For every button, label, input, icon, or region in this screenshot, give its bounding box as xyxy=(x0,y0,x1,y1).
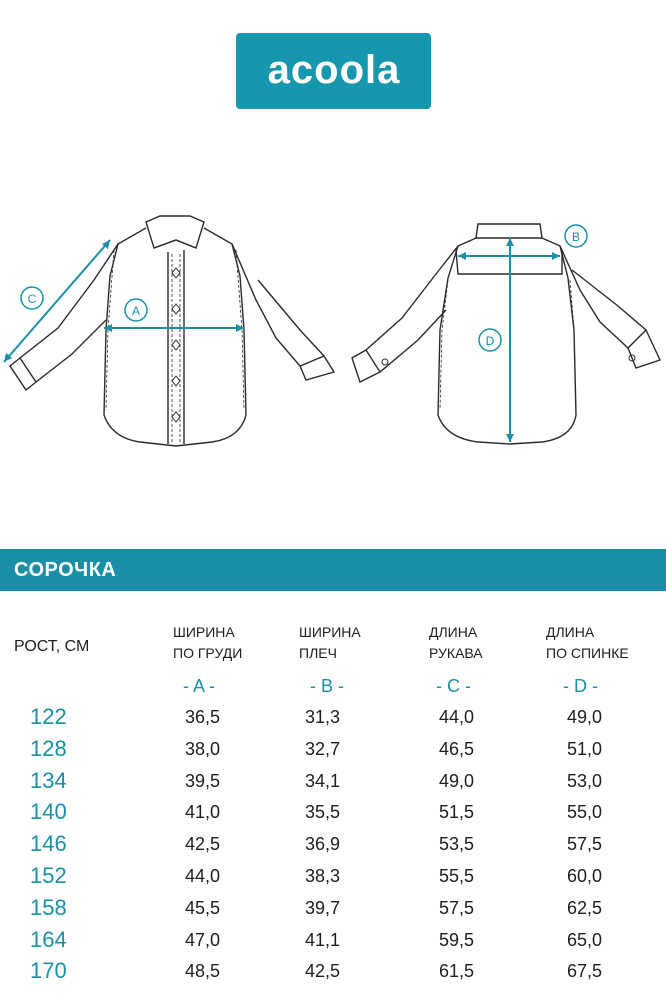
height-cell: 152 xyxy=(30,862,67,888)
column-letter-b: - B - xyxy=(310,676,344,696)
column-header-line2: ПО СПИНКЕ xyxy=(546,645,629,661)
shoulder-cell: 35,5 xyxy=(305,802,341,823)
column-header-line1: ШИРИНА xyxy=(173,624,235,640)
section-title: СОРОЧКА xyxy=(14,559,117,581)
chest-cell: 38,0 xyxy=(185,738,221,759)
back-length-cell: 49,0 xyxy=(567,707,603,727)
table-row xyxy=(0,737,666,769)
svg-text:acoola: acoola xyxy=(267,48,400,92)
table-row xyxy=(0,896,666,928)
back-length-cell: 60,0 xyxy=(567,865,603,886)
size-table-body xyxy=(0,705,666,991)
measurement-c-sleeve xyxy=(4,240,110,362)
shoulder-cell: 32,7 xyxy=(305,738,341,759)
column-header-chest-width xyxy=(173,622,242,664)
table-row xyxy=(0,800,666,832)
label-a: A xyxy=(131,304,141,318)
measurement-a-chest xyxy=(104,299,244,332)
height-cell: 146 xyxy=(30,831,67,857)
chest-cell: 39,5 xyxy=(185,770,221,791)
table-row xyxy=(0,832,666,864)
table-row xyxy=(0,705,666,737)
shoulder-cell: 39,7 xyxy=(305,897,341,918)
shirt-front-illustration xyxy=(10,216,334,446)
height-cell: 122 xyxy=(30,704,67,729)
height-cell: 158 xyxy=(30,894,67,920)
back-length-cell: 51,0 xyxy=(567,738,603,759)
shoulder-cell: 41,1 xyxy=(305,929,341,950)
table-row xyxy=(0,928,666,960)
column-header-line1: ДЛИНА xyxy=(546,624,595,640)
measurement-d-back-length xyxy=(479,238,514,442)
chest-cell: 42,5 xyxy=(185,834,221,855)
brand-logo xyxy=(236,33,431,109)
chest-cell: 41,0 xyxy=(185,802,221,823)
table-row xyxy=(0,959,666,991)
back-length-cell: 67,5 xyxy=(567,961,603,982)
sleeve-cell: 53,5 xyxy=(439,834,475,855)
height-cell: 170 xyxy=(30,958,67,984)
sleeve-cell: 59,5 xyxy=(439,929,475,950)
section-header-bar xyxy=(0,549,666,591)
sleeve-cell: 61,5 xyxy=(439,961,475,982)
height-cell: 140 xyxy=(30,799,67,825)
chest-cell: 36,5 xyxy=(185,707,221,727)
chest-cell: 47,0 xyxy=(185,929,221,950)
shoulder-cell: 34,1 xyxy=(305,770,341,791)
column-header-line1: ШИРИНА xyxy=(299,624,361,640)
column-letter-c: - C - xyxy=(436,676,471,696)
table-row xyxy=(0,864,666,896)
height-cell: 128 xyxy=(30,735,67,761)
shoulder-cell: 38,3 xyxy=(305,865,341,886)
column-letter-d: - D - xyxy=(563,676,598,696)
label-c: C xyxy=(27,292,37,306)
shoulder-cell: 42,5 xyxy=(305,961,341,982)
column-header-line2: ПО ГРУДИ xyxy=(173,645,243,661)
back-length-cell: 53,0 xyxy=(567,770,603,791)
brand-logo-wordmark xyxy=(249,46,419,96)
label-d: D xyxy=(485,334,495,348)
shoulder-cell: 31,3 xyxy=(305,707,341,727)
sleeve-cell: 57,5 xyxy=(439,897,475,918)
shirt-measurement-diagram xyxy=(0,210,666,460)
sleeve-cell: 46,5 xyxy=(439,738,475,759)
chest-cell: 48,5 xyxy=(185,961,221,982)
sleeve-cell: 49,0 xyxy=(439,770,475,791)
height-cell: 164 xyxy=(30,926,67,952)
shoulder-cell: 36,9 xyxy=(305,834,341,855)
column-header-sleeve-length xyxy=(429,622,483,664)
sleeve-cell: 51,5 xyxy=(439,802,475,823)
height-column-header: РОСТ, СМ xyxy=(14,638,90,655)
column-header-back-length xyxy=(546,622,629,664)
column-letter-a: - A - xyxy=(183,676,216,696)
column-header-line2: РУКАВА xyxy=(429,645,483,661)
back-length-cell: 62,5 xyxy=(567,897,603,918)
table-row xyxy=(0,769,666,801)
height-cell: 134 xyxy=(30,767,67,793)
column-header-line2: ПЛЕЧ xyxy=(299,645,337,661)
back-length-cell: 55,0 xyxy=(567,802,603,823)
column-header-shoulder-width xyxy=(299,622,361,664)
sleeve-cell: 44,0 xyxy=(439,707,475,727)
back-length-cell: 65,0 xyxy=(567,929,603,950)
back-length-cell: 57,5 xyxy=(567,834,603,855)
label-b: B xyxy=(571,230,581,244)
chest-cell: 44,0 xyxy=(185,865,221,886)
column-header-line1: ДЛИНА xyxy=(429,624,478,640)
sleeve-cell: 55,5 xyxy=(439,865,475,886)
chest-cell: 45,5 xyxy=(185,897,221,918)
